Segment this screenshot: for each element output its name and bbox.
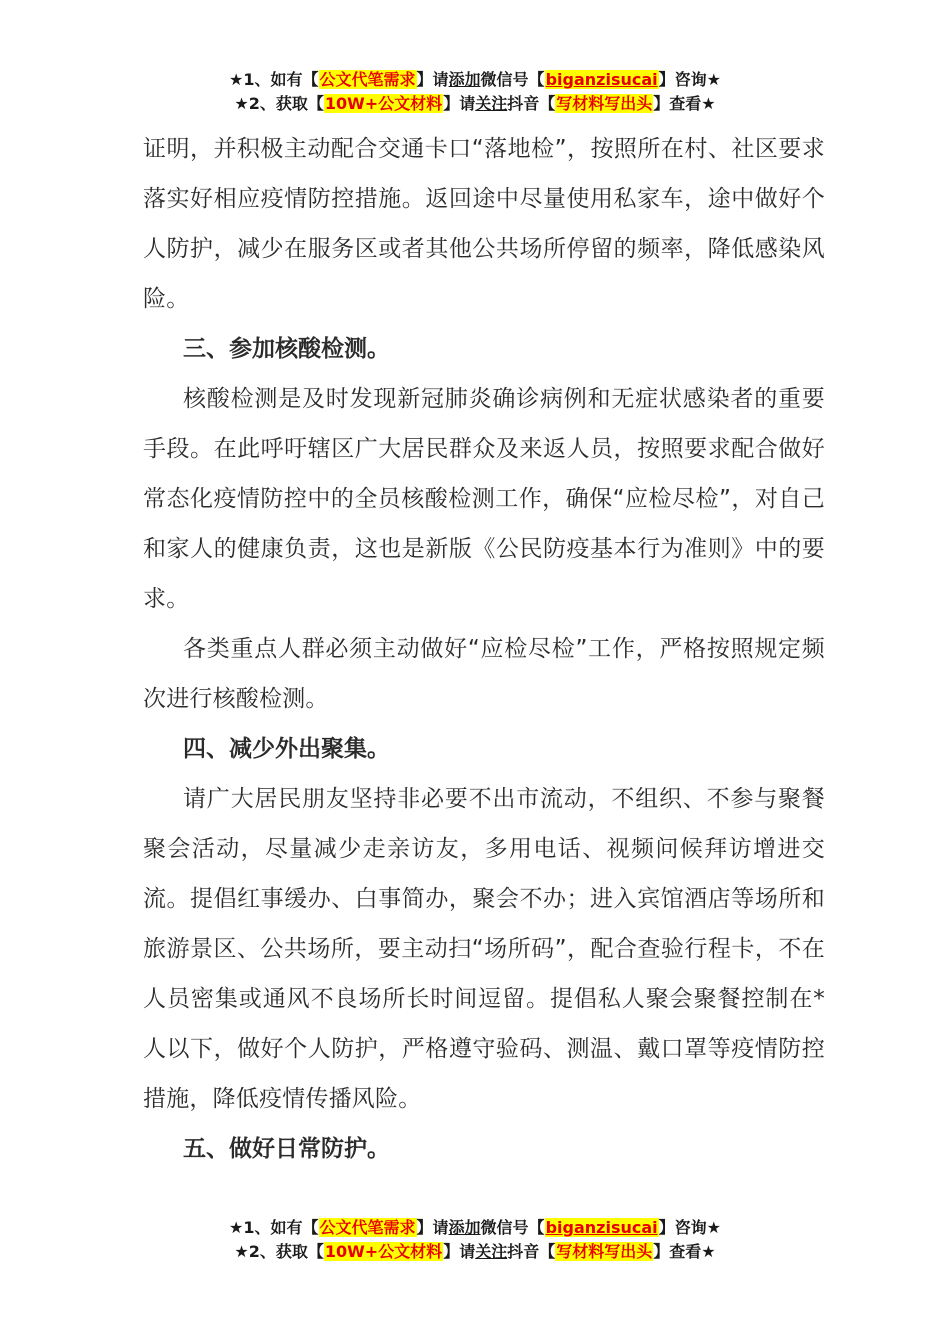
- paragraph: 证明，并积极主动配合交通卡口“落地检”，按照所在村、社区要求落实好相应疫情防控措施。返回途中尽量使用私家车，途中做好个人防护，减少在服务区或者其他公共场所停留的频率，降低感染风险。: [143, 136, 825, 312]
- douyin-id-highlight: 写材料写出头: [556, 94, 653, 113]
- banner-text: 】请: [416, 1218, 449, 1237]
- banner-highlight: 10W+公文材料: [324, 94, 443, 113]
- banner-line-2: [0, 1240, 950, 1264]
- banner-emphasis: 添加: [448, 1218, 481, 1237]
- banner-line-1: [0, 68, 950, 92]
- paragraph: 核酸检测是及时发现新冠肺炎确诊病例和无症状感染者的重要手段。在此呼吁辖区广大居民群众及来返人员，按照要求配合做好常态化疫情防控中的全员核酸检测工作，确保“应检尽检”，对自己和家人的健康负责，这也是新版《公民防疫基本行为准则》中的要求。: [143, 386, 825, 612]
- banner-text: 】咨询★: [658, 70, 721, 89]
- banner-highlight: 公文代笔需求: [319, 1218, 416, 1237]
- banner-text: ★2、获取【: [234, 1242, 324, 1261]
- banner-text: 】查看★: [653, 94, 716, 113]
- wechat-id-highlight[interactable]: biganzisucai: [545, 70, 658, 89]
- header-banner: [0, 68, 950, 116]
- section-heading: 四、减少外出聚集。: [183, 736, 390, 762]
- banner-text: 抖音【: [507, 1242, 556, 1261]
- banner-text: 】咨询★: [658, 1218, 721, 1237]
- section-heading: 三、参加核酸检测。: [183, 336, 390, 362]
- banner-text: 】查看★: [653, 1242, 716, 1261]
- paragraph: 请广大居民朋友坚持非必要不出市流动，不组织、不参与聚餐聚会活动，尽量减少走亲访友，多用电话、视频问候拜访增进交流。提倡红事缓办、白事简办，聚会不办；进入宾馆酒店等场所和旅游景区、公共场所，要主动扫“场所码”，配合查验行程卡，不在人员密集或通风不良场所长时间逗留。提倡私人聚会聚餐控制在*人以下，做好个人防护，严格遵守验码、测温、戴口罩等疫情防控措施，降低疫情传播风险。: [143, 786, 825, 1112]
- banner-text: 抖音【: [507, 94, 556, 113]
- section-heading: 五、做好日常防护。: [183, 1136, 390, 1162]
- banner-text: 】请: [443, 1242, 476, 1261]
- banner-emphasis: 关注: [475, 1242, 508, 1261]
- banner-text: 微信号【: [480, 70, 545, 89]
- banner-text: 】请: [416, 70, 449, 89]
- banner-emphasis: 添加: [448, 70, 481, 89]
- banner-text: ★2、获取【: [234, 94, 324, 113]
- banner-highlight: 10W+公文材料: [324, 1242, 443, 1261]
- douyin-id-highlight: 写材料写出头: [556, 1242, 653, 1261]
- banner-text: ★1、如有【: [229, 1218, 319, 1237]
- banner-line-1: [0, 1216, 950, 1240]
- wechat-id-highlight[interactable]: biganzisucai: [545, 1218, 658, 1237]
- document-body: [143, 124, 825, 1174]
- banner-line-2: [0, 92, 950, 116]
- paragraph: 各类重点人群必须主动做好“应检尽检”工作，严格按照规定频次进行核酸检测。: [143, 636, 825, 712]
- banner-text: 】请: [443, 94, 476, 113]
- banner-emphasis: 关注: [475, 94, 508, 113]
- banner-text: ★1、如有【: [229, 70, 319, 89]
- footer-banner: [0, 1216, 950, 1264]
- banner-highlight: 公文代笔需求: [319, 70, 416, 89]
- banner-text: 微信号【: [480, 1218, 545, 1237]
